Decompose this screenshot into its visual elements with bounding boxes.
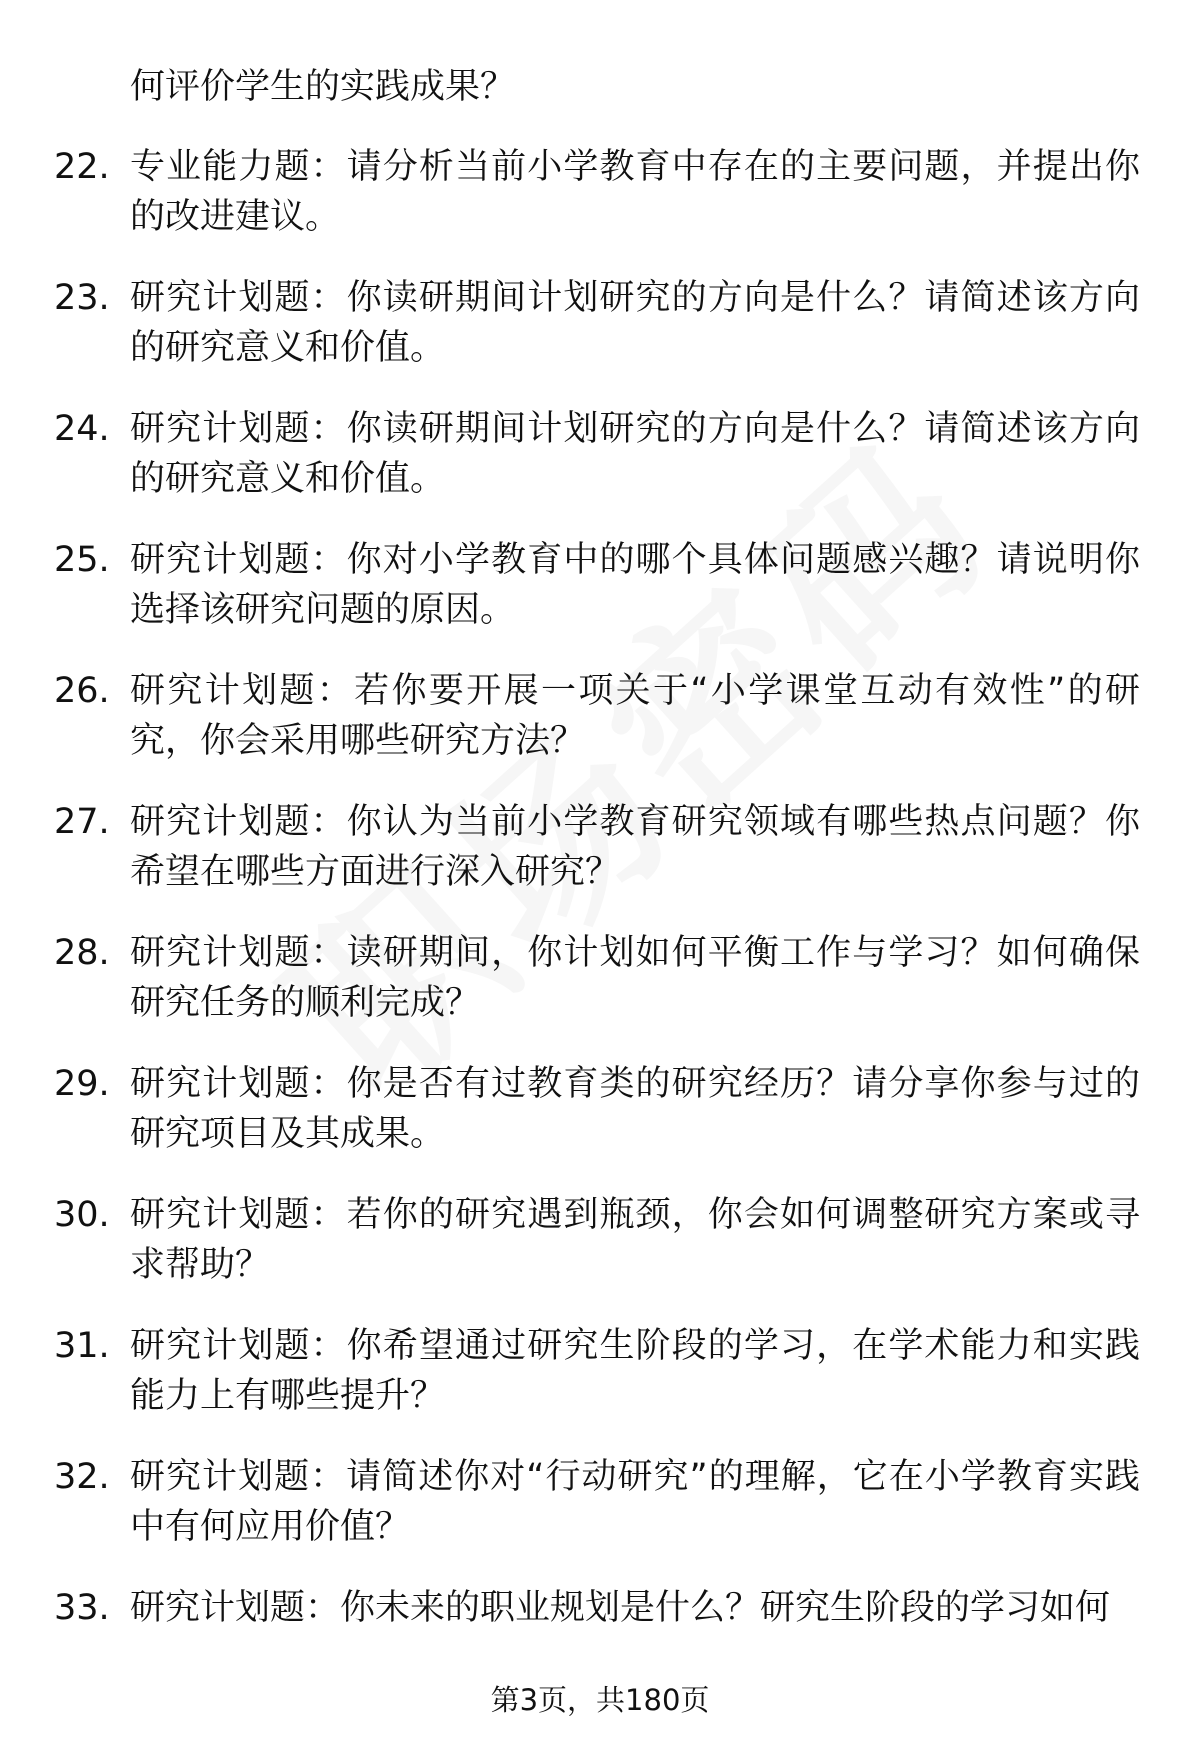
question-text: 研究计划题：若你的研究遇到瓶颈，你会如何调整研究方案或寻求帮助？ [130, 1195, 1140, 1285]
question-number: 33. [54, 1588, 110, 1628]
question-text: 专业能力题：请分析当前小学教育中存在的主要问题，并提出你的改进建议。 [130, 147, 1140, 237]
question-list [0, 142, 1200, 1714]
question-number: 25. [54, 540, 110, 580]
question-number: 22. [54, 147, 110, 187]
question-item [0, 142, 1200, 273]
question-number: 31. [54, 1326, 110, 1366]
question-number: 28. [54, 933, 110, 973]
page-footer: 第3页，共180页 [490, 1683, 710, 1717]
question-text: 研究计划题：请简述你对“行动研究”的理解，它在小学教育实践中有何应用价值？ [130, 1457, 1140, 1547]
question-text: 研究计划题：你对小学教育中的哪个具体问题感兴趣？请说明你选择该研究问题的原因。 [130, 540, 1140, 630]
question-number: 32. [54, 1457, 110, 1497]
question-item [0, 273, 1200, 404]
question-number: 24. [54, 409, 110, 449]
question-item [0, 797, 1200, 928]
question-item [0, 1321, 1200, 1452]
question-text: 研究计划题：读研期间，你计划如何平衡工作与学习？如何确保研究任务的顺利完成？ [130, 933, 1140, 1023]
continued-question-text: 何评价学生的实践成果？ [130, 67, 516, 107]
question-item [0, 404, 1200, 535]
question-text: 研究计划题：你认为当前小学教育研究领域有哪些热点问题？你希望在哪些方面进行深入研究？ [130, 802, 1140, 892]
question-number: 29. [54, 1064, 110, 1104]
question-item [0, 928, 1200, 1059]
question-text: 研究计划题：你希望通过研究生阶段的学习，在学术能力和实践能力上有哪些提升？ [130, 1326, 1140, 1416]
question-item [0, 666, 1200, 797]
question-text: 研究计划题：若你要开展一项关于“小学课堂互动有效性”的研究，你会采用哪些研究方法？ [130, 671, 1140, 761]
question-text: 研究计划题：你是否有过教育类的研究经历？请分享你参与过的研究项目及其成果。 [130, 1064, 1140, 1154]
question-text: 研究计划题：你读研期间计划研究的方向是什么？请简述该方向的研究意义和价值。 [130, 278, 1140, 368]
question-text: 研究计划题：你读研期间计划研究的方向是什么？请简述该方向的研究意义和价值。 [130, 409, 1140, 499]
question-item [0, 1190, 1200, 1321]
question-item [0, 1059, 1200, 1190]
question-number: 26. [54, 671, 110, 711]
question-number: 30. [54, 1195, 110, 1235]
question-text: 研究计划题：你未来的职业规划是什么？研究生阶段的学习如何 [130, 1588, 1111, 1628]
question-item [0, 535, 1200, 666]
question-item [0, 1452, 1200, 1583]
question-number: 27. [54, 802, 110, 842]
question-number: 23. [54, 278, 110, 318]
